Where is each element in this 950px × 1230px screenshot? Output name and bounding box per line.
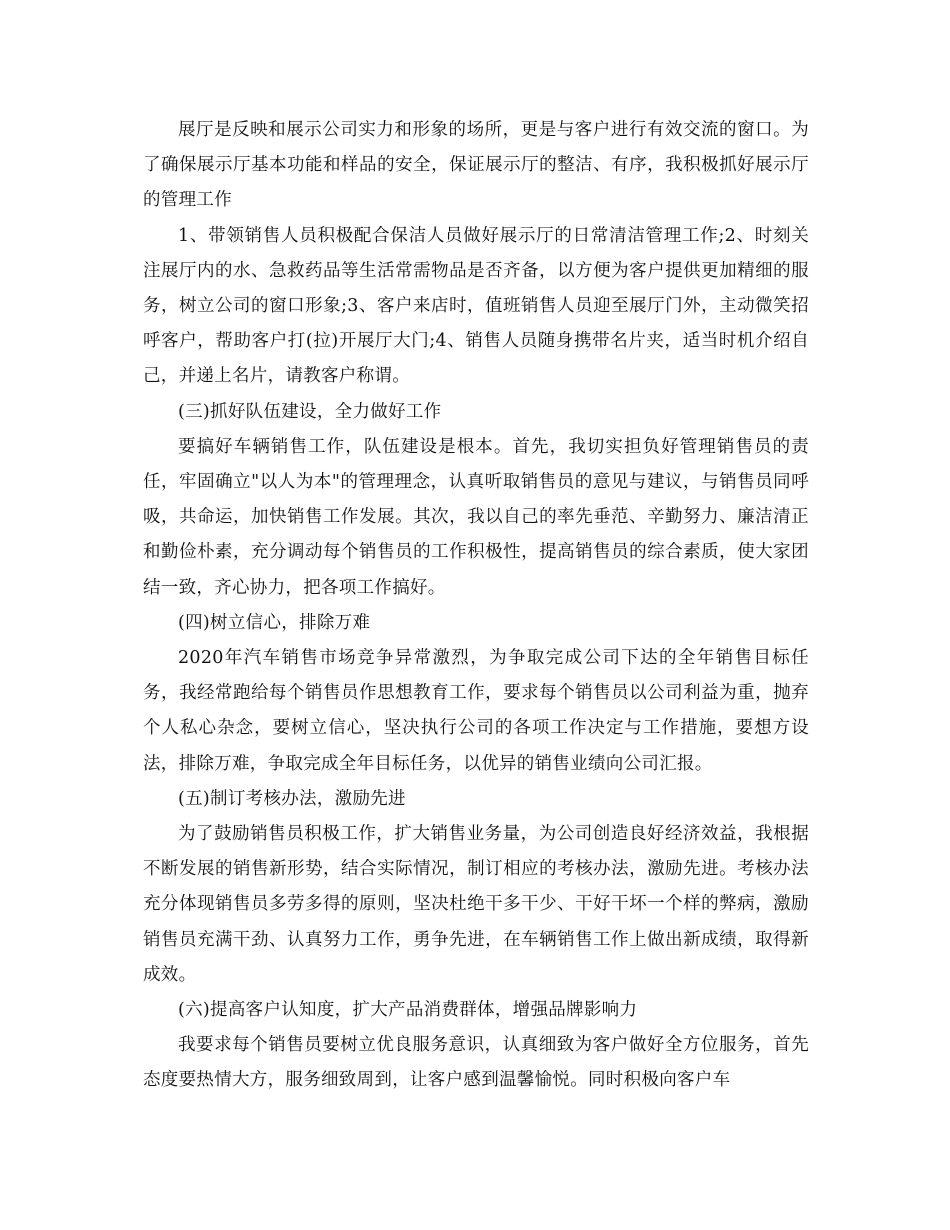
section-heading-customer-awareness: (六)提高客户认知度，扩大产品消费群体，增强品牌影响力 bbox=[178, 1000, 638, 1021]
paragraph-assessment: 为了鼓励销售员积极工作，扩大销售业务量，为公司创造良好经济效益，我根据不断发展的销售新形势，结合实际情况，制订相应的考核办法，激励先进。考核办法充分体现销售员多劳多得的原则，坚决杜绝干多干少、干好干坏一个样的弊病，激励销售员充满干劲、认真努力工作，勇争先进，在车辆销售工作上做出新成绩，取得新成效。 bbox=[143, 824, 809, 985]
paragraph-showroom-measures: 1、带领销售人员积极配合保洁人员做好展示厅的日常清洁管理工作;2、时刻关注展厅内的水、急救药品等生活常需物品是否齐备，以方便为客户提供更加精细的服务，树立公司的窗口形象;3、客户来店时，值班销售人员迎至展厅门外，主动微笑招呼客户，帮助客户打(拉)开展厅大门;4、销售人员随身携带名片夹，适当时机介绍自己，并递上名片，请教客户称谓。 bbox=[143, 225, 809, 387]
document-body bbox=[143, 113, 809, 1099]
paragraph-showroom-intro: 展厅是反映和展示公司实力和形象的场所，更是与客户进行有效交流的窗口。为了确保展示厅基本功能和样品的安全，保证展示厅的整洁、有序，我积极抓好展示厅的管理工作 bbox=[143, 120, 809, 211]
section-heading-confidence: (四)树立信心，排除万难 bbox=[178, 612, 371, 633]
paragraph-confidence: 2020年汽车销售市场竞争异常激烈，为争取完成公司下达的全年销售目标任务，我经常跑给每个销售员作思想教育工作，要求每个销售员以公司利益为重，抛弃个人私心杂念，要树立信心，坚决执行公司的各项工作决定与工作措施，要想方设法，排除万难，争取完成全年目标任务，以优异的销售业绩向公司汇报。 bbox=[143, 648, 809, 774]
section-heading-team-building: (三)抓好队伍建设，全力做好工作 bbox=[178, 401, 442, 422]
paragraph-team-building: 要搞好车辆销售工作，队伍建设是根本。首先，我切实担负好管理销售员的责任，牢固确立"以人为本"的管理理念，认真听取销售员的意见与建议，与销售员同呼吸，共命运，加快销售工作发展。其次，我以自己的率先垂范、辛勤努力、廉洁清正和勤俭朴素，充分调动每个销售员的工作积极性，提高销售员的综合素质，使大家团结一致，齐心协力，把各项工作搞好。 bbox=[143, 436, 809, 598]
section-heading-assessment: (五)制订考核办法，激励先进 bbox=[178, 788, 406, 809]
paragraph-customer-awareness: 我要求每个销售员要树立优良服务意识，认真细致为客户做好全方位服务，首先态度要热情大方，服务细致周到，让客户感到温馨愉悦。同时积极向客户车 bbox=[143, 1035, 809, 1091]
